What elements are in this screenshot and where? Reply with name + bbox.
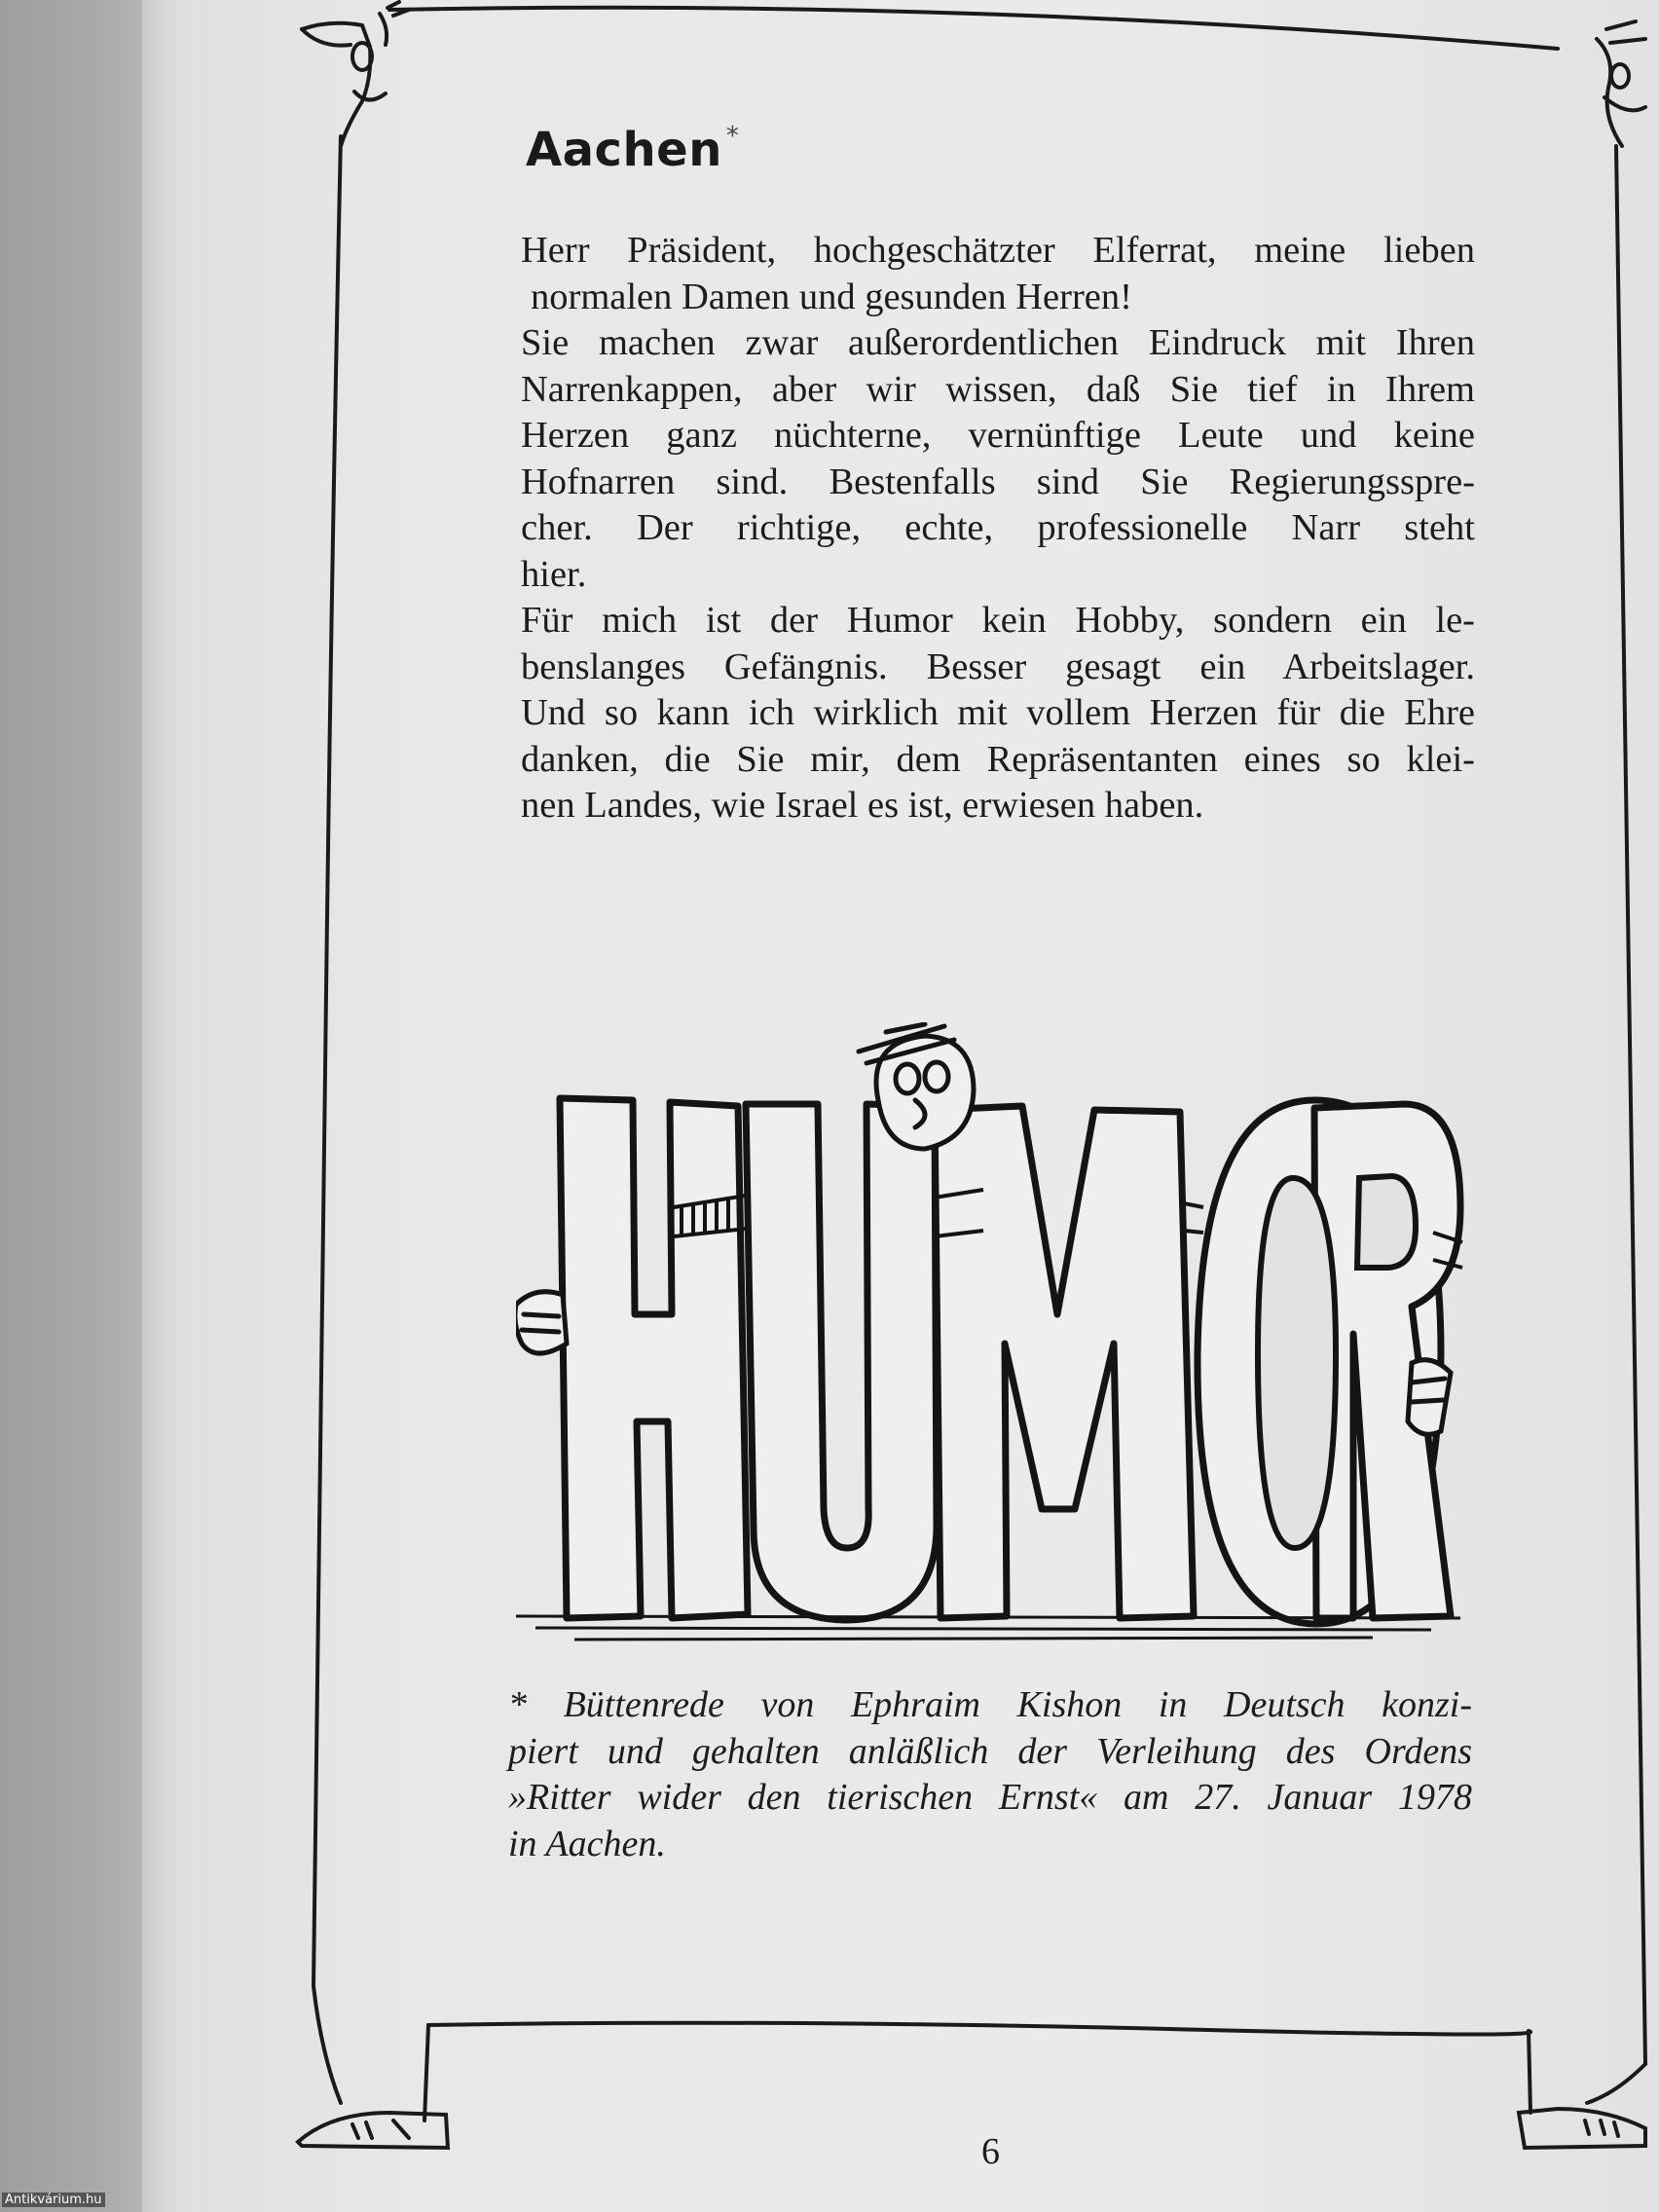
text-line: Hofnarren sind. Bestenfalls sind Sie Regierungsspre-	[521, 461, 1475, 502]
text-line: Herzen ganz nüchterne, vernünftige Leute und keine	[521, 415, 1475, 456]
watermark: Antikvárium.hu	[2, 2193, 105, 2207]
footnote-line: * Büttenrede von Ephraim Kishon in Deutsch konzi-	[508, 1684, 1472, 1725]
text-line: Narrenkappen, aber wir wissen, daß Sie tief in Ihrem	[521, 368, 1475, 410]
footnote	[508, 1682, 1472, 1867]
text-line: Und so kann ich wirklich mit vollem Herzen für die Ehre	[521, 692, 1475, 733]
text-line: nen Landes, wie Israel es ist, erwiesen haben.	[521, 785, 1204, 826]
text-line: normalen Damen und gesunden Herren!	[531, 276, 1132, 317]
cartoon-head-top-left-icon	[302, 2, 409, 146]
text-line: hier.	[521, 553, 587, 595]
text-line: Sie machen zwar außerordentlichen Eindruck mit Ihren	[521, 322, 1475, 363]
cartoon-man-holding-humor-letters-icon	[516, 1022, 1470, 1665]
cartoon-foot-right-icon	[1519, 2109, 1645, 2148]
text-line: Für mich ist der Humor kein Hobby, sondern ein le-	[521, 600, 1475, 641]
footnote-line: piert und gehalten anläßlich der Verleihung des Ordens	[508, 1730, 1472, 1772]
cartoon-head-top-right-icon	[1597, 21, 1645, 146]
text-line: danken, die Sie mir, dem Repräsentanten eines so klei-	[521, 738, 1475, 780]
text-line: cher. Der richtige, echte, professionelle Narr steht	[521, 507, 1475, 548]
page-number: 6	[981, 2131, 1000, 2172]
speech-paragraph	[521, 228, 1475, 830]
text-line: benslanges Gefängnis. Besser gesagt ein Arbeitslager.	[521, 645, 1475, 687]
page-title: Aachen *	[526, 122, 740, 177]
footnote-line: »Ritter wider den tierischen Ernst« am 27. Januar 1978	[508, 1777, 1472, 1818]
text-line: Herr Präsident, hochgeschätzter Elferrat, meine lieben	[521, 230, 1475, 271]
footnote-line: in Aachen.	[508, 1823, 666, 1864]
footnote-marker: *	[725, 122, 740, 151]
